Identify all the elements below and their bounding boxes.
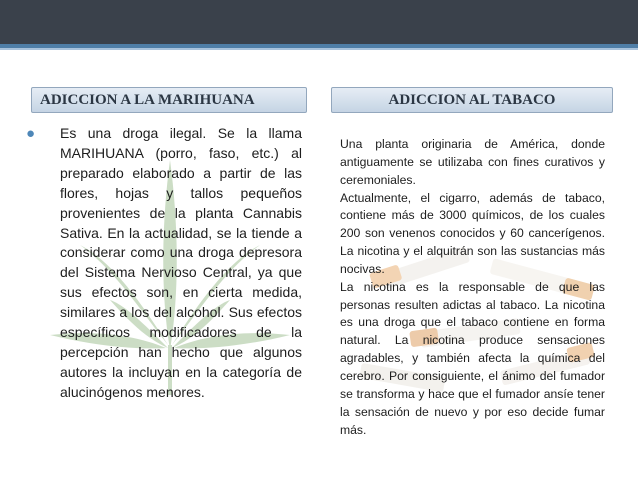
tabaco-paragraph-origin: Una planta originaria de América, donde antiguamente se utilizaba con fines curativos y ceremoniales. [340,137,605,187]
tabaco-heading-text: ADICCION AL TABACO [388,91,556,108]
top-bar-accent-light [0,48,638,50]
tabaco-paragraph-chemicals: Actualmente, el cigarro, además de tabaco, contiene más de 3000 químicos, de los cuales 200 son venenos conocidos y 60 cancerígenos. La nicotina y el alquitrán son las sustancias más nocivas. [340,190,605,276]
marihuana-heading-text: ADICCION A LA MARIHUANA [40,91,255,108]
marihuana-description: Es una droga ilegal. Se la llama MARIHUANA (porro, faso, etc.) al preparado elaborado a partir de las flores, hojas y tallos pequeños provenientes de la planta Cannabis Sativa. En la actualidad, se la tiende a considerar como una droga depresora del Sistema Nervioso Central, ya que sus efectos son, en cierta medida, similares a los del alcohol. Sus efectos específicos modificadores de la percepción han hecho que algunos autores la incluyan en la categoría de alucinógenos menores. [60,125,302,400]
marihuana-heading [31,87,307,113]
tabaco-paragraph-nicotine: La nicotina es la responsable de que las personas resulten adictas al tabaco. La nicotina es una droga que el tabaco contiene en forma natural. La nicotina produce sensaciones agradables, y también afecta la química del cerebro. Por consiguiente, el ánimo del fumador se transforma y hace que el fumador ansíe tener la sensación de nuevo y por eso decide fumar más. [340,279,605,437]
bullet-icon: ● [26,125,36,142]
tabaco-heading [331,87,613,113]
marihuana-section [26,124,304,403]
tabaco-section [340,136,605,439]
top-bar [0,0,638,44]
